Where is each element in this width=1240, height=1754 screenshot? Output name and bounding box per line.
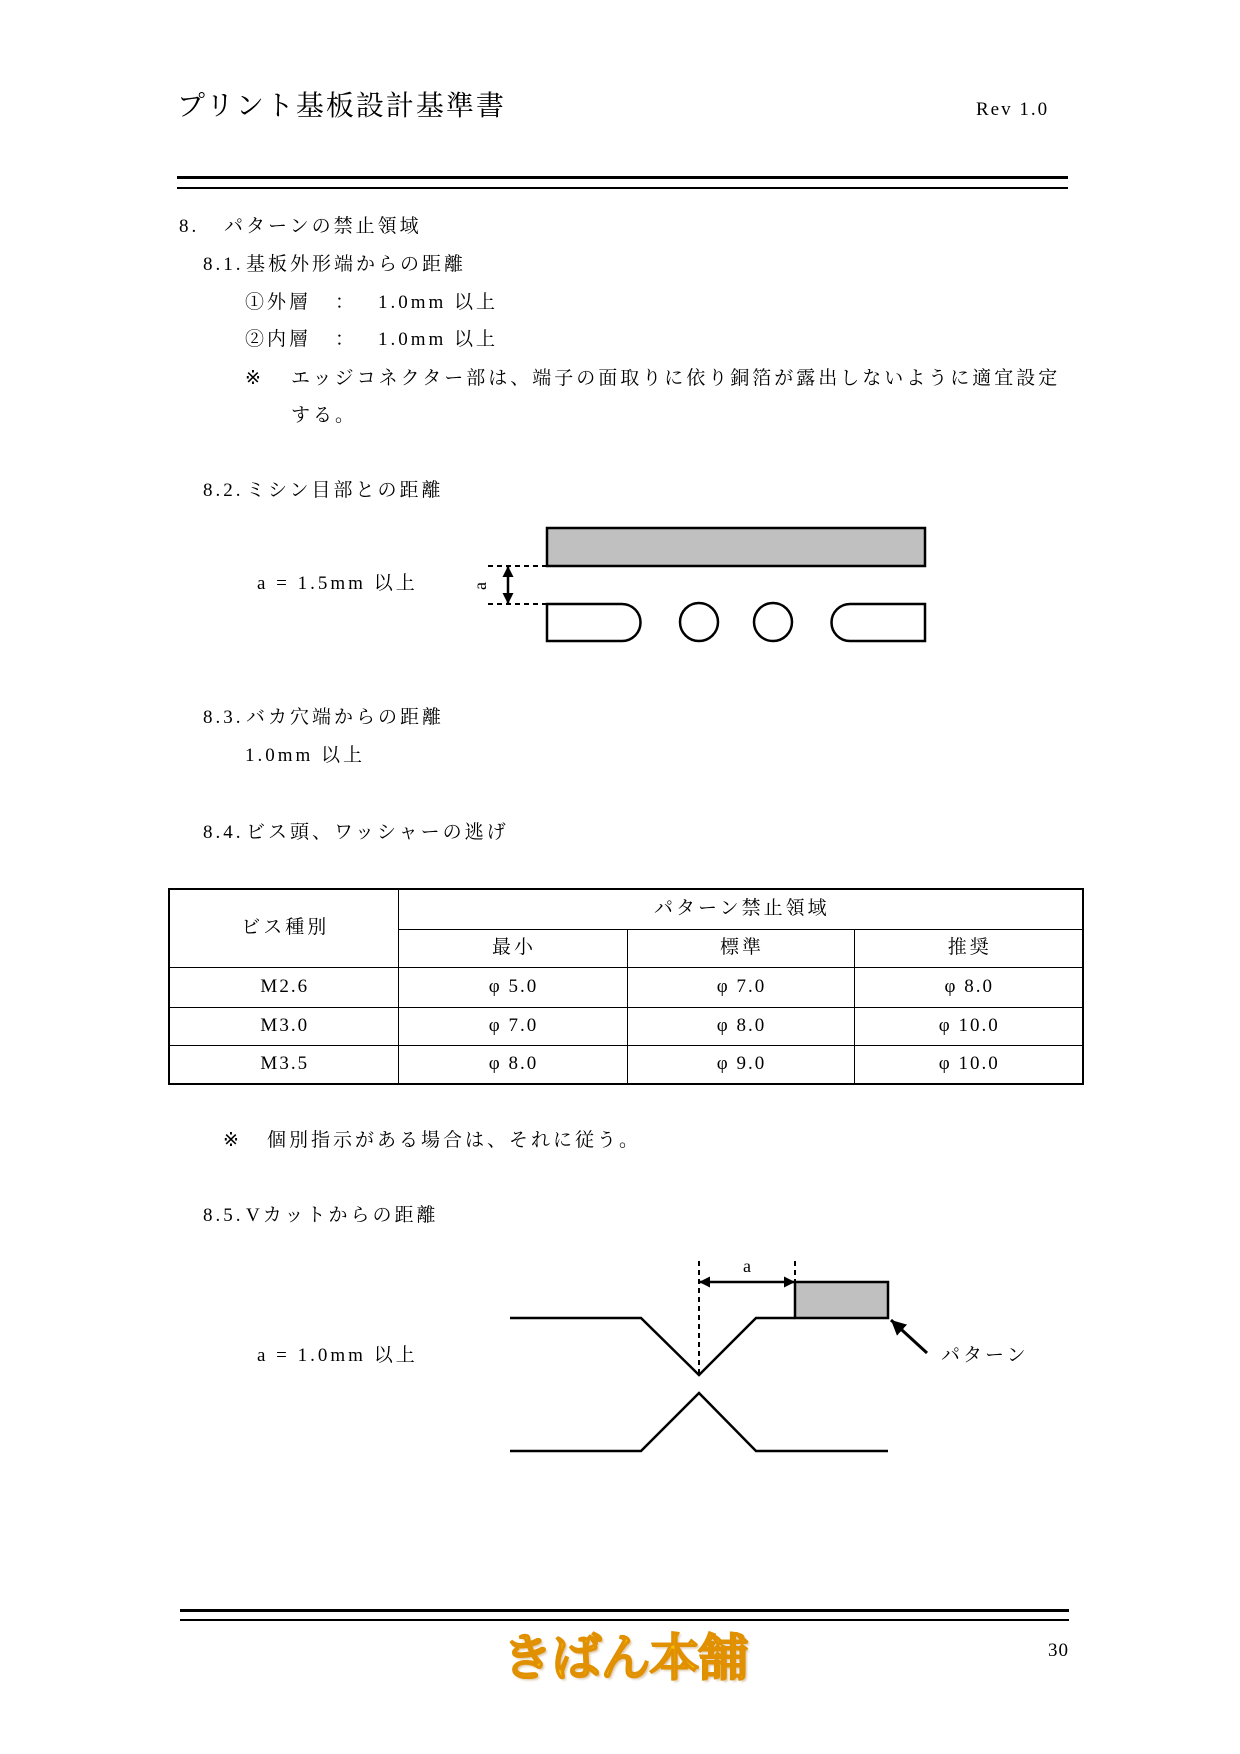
table-row <box>169 967 1083 1007</box>
subsection-number: 8.1. <box>203 254 244 275</box>
note-mark: ※ <box>245 368 264 389</box>
spec-value: a = 1.0mm 以上 <box>257 1345 418 1366</box>
spec-value: 1.0mm 以上 <box>245 745 366 766</box>
subsection-title: Vカットからの距離 <box>246 1205 439 1226</box>
subsection-title: ミシン目部との距離 <box>246 480 444 501</box>
column-header-standard: 標準 <box>627 929 854 967</box>
item-value: 1.0mm 以上 <box>378 329 499 350</box>
subsection-title: 基板外形端からの距離 <box>246 254 467 275</box>
pattern-area <box>795 1282 888 1318</box>
column-header-group: パターン禁止領域 <box>398 889 1083 929</box>
perforation-slot-left <box>547 604 641 641</box>
table-body <box>169 889 1083 1084</box>
item-label: ②内層 <box>245 329 312 350</box>
screw-clearance-table <box>168 888 1084 1085</box>
note-text-line: エッジコネクター部は、端子の面取りに依り銅箔が露出しないように適宜設定 <box>291 368 1061 389</box>
footer-rule-bottom <box>180 1619 1069 1621</box>
footer-rule-top <box>180 1609 1069 1612</box>
subsection-number: 8.5. <box>203 1205 244 1226</box>
document-title: プリント基板設計基準書 <box>177 91 506 122</box>
header-rule-top <box>177 176 1068 179</box>
pattern-area <box>547 528 925 566</box>
value-cell: φ 7.0 <box>398 1007 627 1045</box>
perforation-hole <box>754 603 792 641</box>
note-text-line: する。 <box>291 405 358 426</box>
subsection-title: バカ穴端からの距離 <box>246 707 445 728</box>
table-row <box>169 1045 1083 1084</box>
pattern-callout-label: パターン <box>941 1345 1029 1366</box>
column-header-recommended: 推奨 <box>854 929 1083 967</box>
screw-type-cell: M3.5 <box>169 1045 398 1084</box>
subsection-number: 8.3. <box>203 707 244 728</box>
table-header-row <box>169 889 1083 929</box>
section-number: 8. <box>179 216 200 237</box>
v-cut-upper-profile <box>510 1318 795 1375</box>
perforation-clearance-diagram <box>460 515 940 655</box>
item-label: ①外層 <box>245 292 312 313</box>
item-separator: ： <box>335 292 358 313</box>
note-text: 個別指示がある場合は、それに従う。 <box>267 1130 642 1151</box>
value-cell: φ 8.0 <box>398 1045 627 1084</box>
value-cell: φ 7.0 <box>627 967 854 1007</box>
v-cut-clearance-diagram <box>480 1240 940 1470</box>
spec-value: a = 1.5mm 以上 <box>257 573 418 594</box>
page-number: 30 <box>1048 1640 1069 1661</box>
revision-label: Rev 1.0 <box>976 99 1050 120</box>
section-title: パターンの禁止領域 <box>224 216 422 237</box>
item-value: 1.0mm 以上 <box>378 292 499 313</box>
note-mark: ※ <box>223 1130 242 1151</box>
screw-type-cell: M2.6 <box>169 967 398 1007</box>
value-cell: φ 10.0 <box>854 1007 1083 1045</box>
subsection-title: ビス頭、ワッシャーの逃げ <box>246 822 509 843</box>
value-cell: φ 5.0 <box>398 967 627 1007</box>
value-cell: φ 8.0 <box>627 1007 854 1045</box>
dimension-label: a <box>743 1256 751 1276</box>
subsection-number: 8.4. <box>203 822 244 843</box>
table-row <box>169 1007 1083 1045</box>
company-logo: きばん本舗 <box>502 1629 748 1687</box>
item-separator: ： <box>335 329 358 350</box>
v-cut-lower-profile <box>510 1393 888 1451</box>
perforation-slot-right <box>832 604 926 641</box>
pattern-pointer-arrow <box>891 1320 927 1353</box>
screw-type-cell: M3.0 <box>169 1007 398 1045</box>
column-header-screw-type: ビス種別 <box>169 889 398 967</box>
header-rule-bottom <box>177 187 1068 189</box>
value-cell: φ 10.0 <box>854 1045 1083 1084</box>
dimension-label: a <box>470 582 490 590</box>
perforation-hole <box>680 603 718 641</box>
value-cell: φ 9.0 <box>627 1045 854 1084</box>
value-cell: φ 8.0 <box>854 967 1083 1007</box>
column-header-min: 最小 <box>398 929 627 967</box>
subsection-number: 8.2. <box>203 480 244 501</box>
